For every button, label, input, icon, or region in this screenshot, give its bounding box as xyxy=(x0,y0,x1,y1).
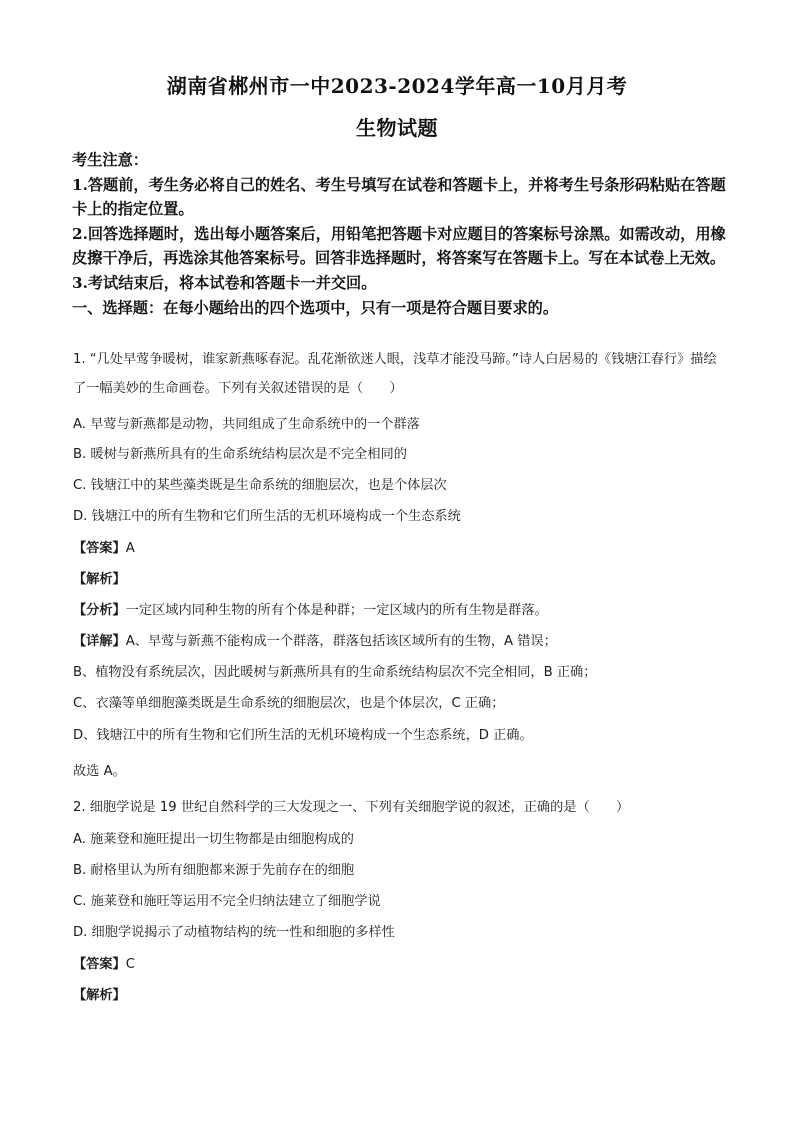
notice-item: 2.回答选择题时，选出每小题答案后，用铅笔把答题卡对应题目的答案标号涂黑。如需改动，用橡皮擦干净后，再选涂其他答案标号。回答非选择题时，将答案写在答题卡上。写在本试卷上无效。 xyxy=(72,224,726,268)
q1-conclusion: 故选 A。 xyxy=(73,764,126,779)
q1-fenxi xyxy=(73,599,548,618)
q1-option-b: B. 暖树与新燕所具有的生命系统结构层次是不完全相同的 xyxy=(73,447,407,462)
q2-option-a: A. 施莱登和施旺提出一切生物都是由细胞构成的 xyxy=(73,832,354,847)
notice-item: 1.答题前，考生务必将自己的姓名、考生号填写在试卷和答题卡上，并将考生号条形码粘贴在答题卡上的指定位置。 xyxy=(72,175,726,219)
q1-analysis-tag: 【解析】 xyxy=(73,572,126,587)
answer-tag: 【答案】 xyxy=(73,541,126,556)
fenxi-tag: 【分析】 xyxy=(73,603,126,618)
notice-item: 3.考试结束后，将本试卷和答题卡一并交回。 xyxy=(72,273,377,292)
q1-option-a: A. 早莺与新燕都是动物，共同组成了生命系统中的一个群落 xyxy=(73,417,420,432)
q2-option-c: C. 施莱登和施旺等运用不完全归纳法建立了细胞学说 xyxy=(73,894,381,909)
q1-detail-d: D、钱塘江中的所有生物和它们所生活的无机环境构成一个生态系统，D 正确。 xyxy=(73,728,533,743)
answer-tag: 【答案】 xyxy=(73,957,126,972)
answer-value: C xyxy=(125,957,135,972)
q1-detail-a xyxy=(73,630,557,649)
q1-answer xyxy=(73,537,135,556)
exam-title: 湖南省郴州市一中2023-2024学年高一10月月考 xyxy=(166,74,628,98)
fenxi-text: 一定区域内同种生物的所有个体是种群；一定区域内的所有生物是群落。 xyxy=(125,603,548,618)
q1-detail-b: B、植物没有系统层次，因此暖树与新燕所具有的生命系统结构层次不完全相同，B 正确； xyxy=(73,665,597,680)
exam-subtitle: 生物试题 xyxy=(356,116,438,140)
answer-value: A xyxy=(125,541,135,556)
section-heading: 一、选择题：在每小题给出的四个选项中，只有一项是符合题目要求的。 xyxy=(72,298,558,317)
notice-heading: 考生注意： xyxy=(72,151,148,169)
q1-option-d: D. 钱塘江中的所有生物和它们所生活的无机环境构成一个生态系统 xyxy=(73,509,461,524)
q2-analysis-tag: 【解析】 xyxy=(73,988,126,1003)
q2-option-d: D. 细胞学说揭示了动植物结构的统一性和细胞的多样性 xyxy=(73,925,395,940)
q2-option-b: B. 耐格里认为所有细胞都来源于先前存在的细胞 xyxy=(73,863,355,878)
question-1-stem: 1. “几处早莺争暖树，谁家新燕啄春泥。乱花渐欲迷人眼，浅草才能没马蹄。”诗人白居易的《钱塘江春行》描绘了一幅美妙的生命画卷。下列有关叙述错误的是（ ） xyxy=(73,352,717,396)
q1-option-c: C. 钱塘江中的某些藻类既是生命系统的细胞层次，也是个体层次 xyxy=(73,478,447,493)
xiangjie-tag: 【详解】 xyxy=(73,634,126,649)
exam-notice xyxy=(72,148,732,320)
q2-answer xyxy=(73,953,135,972)
q1-detail-c: C、衣藻等单细胞藻类既是生命系统的细胞层次，也是个体层次，C 正确； xyxy=(73,696,505,711)
question-2-stem: 2. 细胞学说是 19 世纪自然科学的三大发现之一、下列有关细胞学说的叙述，正确的是（ ） xyxy=(73,800,630,815)
detail-text: A、早莺与新燕不能构成一个群落，群落包括该区域所有的生物，A 错误； xyxy=(125,634,557,649)
